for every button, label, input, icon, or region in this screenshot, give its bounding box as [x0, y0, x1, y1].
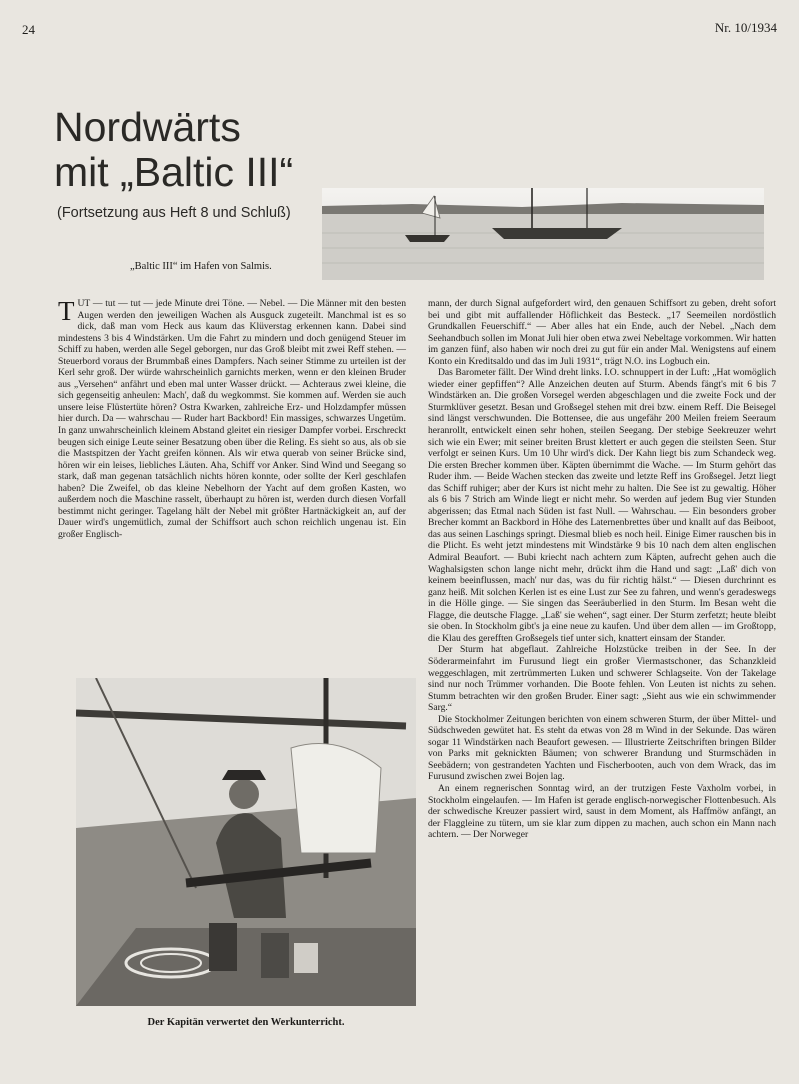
page-number: 24	[22, 22, 35, 37]
article-subtitle: (Fortsetzung aus Heft 8 und Schluß)	[57, 205, 291, 221]
bottom-photo-caption: Der Kapitän verwertet den Werkunterricht.	[147, 1017, 345, 1028]
right-paragraph-3: Der Sturm hat abgeflaut. Zahlreiche Holzstücke treiben in der See. In der Söderarmeinfahrt im Furusund liegt ein großer Viermastschoner, das Schanzkleid weggeschlagen, mit zertrümmerten Luken und schwerer Schlagseite. Von der Takelage sind nur noch Trümmer vorhanden. Die Boote fehlen. Von Leuten ist nichts zu sehen. Stumm betrachten wir den großen Bruder. Einer sagt: „Sieht aus wie ein schwimmender Sarg.“	[428, 644, 776, 714]
top-photo-caption: „Baltic III“ im Hafen von Salmis.	[130, 261, 272, 272]
captain-deck-photo	[76, 678, 416, 1006]
yacht-harbour-photo	[322, 188, 764, 280]
left-paragraph	[58, 298, 406, 540]
right-paragraph-4: Die Stockholmer Zeitungen berichten von einem schweren Sturm, der über Mittel- und Südschweden gewütet hat. Es steht da etwas von 28 m Wind in der Sekunde. Das wären sogar 11 Windstärken nach Beaufort gewesen. — Illustrierte Zeitschriften bringen Bilder von Parks mit geknickten Bäumen; von schwerer Brandung und Sturmschäden in Seebädern; von gestrandeten Yachten und Fischerbooten, auch von dem Wrack, das im Furusund zwischen zwei Bojen lag.	[428, 713, 776, 783]
right-paragraph-2: Das Barometer fällt. Der Wind dreht links. I.O. schnuppert in der Luft: „Hat womöglich wieder einer gepfiffen“? Alle Anzeichen deuten auf Sturm. Abends fängt's mit 6 bis 7 Windstärken an. Die großen Vorsegel werden abgeschlagen und die zweite Fock und der Sturmklüver gesetzt. Besan und Großsegel stehen mit drei bzw. einem Reff. Die Beisegel sind längst verschwunden. Die Bottensee, die aus ungefähr 200 Meilen freiem Seeraum heranrollt, entwickelt einen sehr hohen, steilen Seegang. Der stebige Seekreuzer wehrt sich wie ein Ewer; mit seiner breiten Brust klettert er auch gegen die steilsten Seen. Stur verfolgt er seinen Kurs. Um 10 Uhr wird's dick. Der Kahn liegt bis zum Schandeck weg. Die ersten Brecher kommen über. Käpten übernimmt die Wache. — Im Sturm gehört das Ruder ihm. — Beide Wachen stecken das zweite und letzte Reff ins Großsegel. Jetzt liegt das Schiff ruhiger; aber der Kurs ist nicht mehr zu halten. Die See ist zu gewaltig. Höher als 6 bis 7 Strich am Winde liegt er nicht mehr. So werden auf jedem Bug vier Stunden abgerissen; das Etmal nach Süden ist fast Null. — Wahrschau. — Ein besonders grober Brecher kommt an Backbord in Höhe des Laternenbrettes über und knallt auf das Beiboot, das aus seinen Laschings springt. Diesmal blieb es noch heil. Einige Eimer rauschen bis in die Plicht. Es weht jetzt mindestens mit Windstärke 9 bis 10 nach dem alten englischen Admiral Beaufort. — Bubi kriecht nach achtern zum Käpten, aufrecht gehen auch die Waghalsigsten schon lange nicht mehr, drückt ihm die Hand und sagt: „Laß' dich von keinem beeinflussen, mach' nur das, was du für richtig hälst.“ — Diesen durchrinnt es ganz heiß. Mit solchen Kerlen ist es eine Lust zur See zu fahren, und wenn's geradeswegs in die Hölle ginge. — Sie singen das Seeräuberlied in den Sturm. Im Besan weht die Flagge, die deutsche Flagge. „Laß' sie wehen“, sagt einer. Der Sturm zerfetzt; heute bleibt sie oben. In Stockholm gibt's ja eine neue zu kaufen. Und über dem allen — im Großtopp, die Klau des gerefften Großsegels tief unter sich, knattert einsam der Stander.	[428, 367, 776, 644]
left-paragraph-text: UT — tut — tut — jede Minute drei Töne. — Nebel. — Die Männer mit den besten Augen werden den jeweiligen Wachen als Ausguck zugeteilt. Manchmal ist es so dick, daß man vom Heck aus kaum das Klüverstag erkennen kann. Dabei sind mindestens 3 bis 4 Windstärken. Um die Fahrt zu mindern und doch genügend Steuer im Schiff zu haben, werden alle Segel geborgen, nur das Groß bleibt mit zwei Reff stehen. — Steuerbord voraus der Brummbaß eines Dampfers. Nach seiner Stimme zu urteilen ist der Kerl sehr groß. Der würde wahrscheinlich garnichts merken, wenn er den kleinen Bruder aus „Versehen“ anfährt und eben mal unter Wasser drückt. — Achteraus zwei kleine, die sich gegenseitig anheulen: Mach', daß du wegkommst. Sie kommen auf. Werden sie auch unsere leise Flüstertüte hören? Ostra Kwarken, zahlreiche Erz- und Holzdampfer müssen hier durch. Da — wahrschau — Ruder hart Backbord! Ein massiges, schwarzes Ungetüm. In ganz unwahrscheinlich kleinem Abstand gleitet ein riesiger Dampfer vorbei. Erschreckt beugen sich einige Leute seiner Besatzung oben über die Reling. Es sieht so aus, als ob sie die Mastspitzen der Yacht greifen können. Als wir etwa querab von seiner Brücke sind, hören wir ein leises, liebliches Läuten. Aha, Schiff vor Anker. Sind Wind und Seegang so stark, daß man gegenan tatsächlich nichts hören konnte, oder sollte der Kerl geschlafen haben? Die Zweifel, ob das kleine Nebelhorn der Yacht auf dem großen Kasten, wo außerdem noch die Maschine rasselt, überhaupt zu hören ist, werden durch diesen Vorfall bestimmt nicht geringer. Tagelang hält der Nebel mit größter Hartnäckigkeit an, auf der Dauer wird's ungemütlich, zumal der Schiffsort auch schon reichlich ungenau ist. Ein großer Englisch-	[58, 298, 406, 540]
right-paragraph-1: mann, der durch Signal aufgefordert wird, den genauen Schiffsort zu geben, dreht sofort bei und gibt mit auffallender Höflichkeit das Besteck. „17 Seemeilen nordöstlich Grundkallen Feuerschiff.“ — Aber alles hat ein Ende, auch der Nebel. „Nach dem Seehandbuch sollen im Monat Juli hier oben etwa zwei Nebeltage vorkommen. Wir hatten im ganzen fünf, also haben wir noch drei zu gut für ein ander Mal. Wenigstens auf einem Konto ein Kreditsaldo und das im Juli 1931“, trägt N.O. ins Logbuch ein.	[428, 298, 776, 367]
right-paragraph-5: An einem regnerischen Sonntag wird, an der trutzigen Feste Vaxholm vorbei, in Stockholm eingelaufen. — Im Hafen ist gerade englisch-norwegischer Flottenbesuch. Als der schwedische Kreuzer passiert wird, saust in dem Moment, als Haffmöw anfängt, an der Flaggleine zu tütern, um sie klar zum dippen zu machen, auch schon ein Mann nach achtern. — Der Norweger	[428, 782, 776, 841]
title-line-2: mit „Baltic III“	[54, 149, 294, 195]
left-column	[58, 298, 406, 540]
issue-number: Nr. 10/1934	[714, 20, 777, 35]
title-line-1: Nordwärts	[54, 104, 241, 150]
article-title	[54, 105, 293, 195]
right-column	[428, 298, 776, 841]
drop-cap: T	[58, 296, 75, 326]
